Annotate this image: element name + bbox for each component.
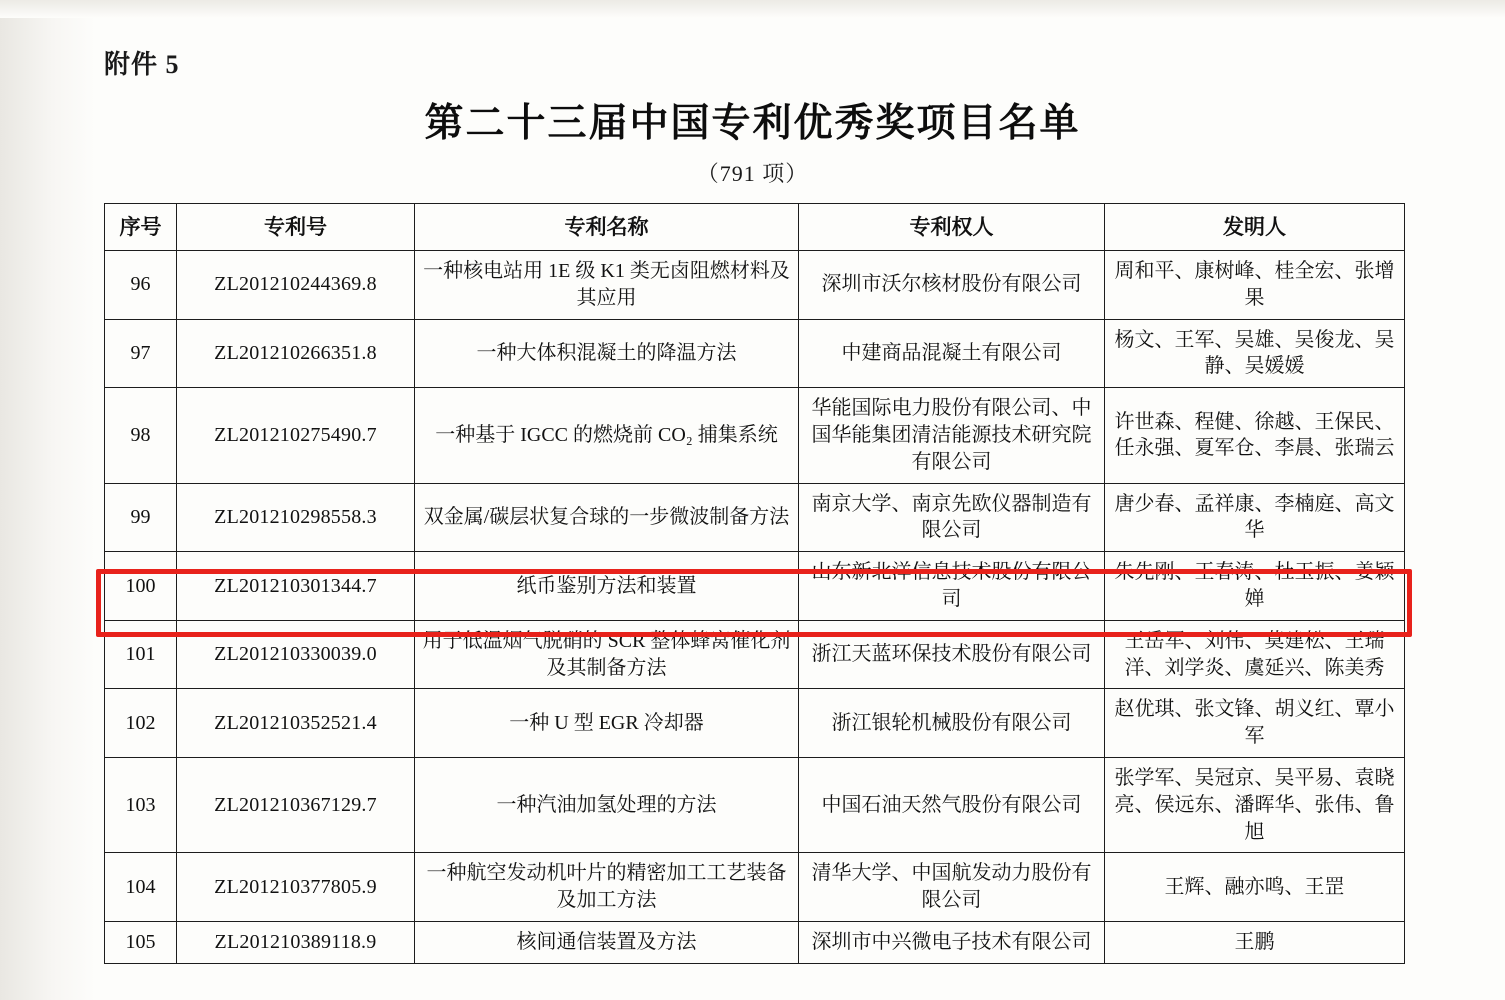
- table-row: [105, 853, 1405, 922]
- cell-inventors: 朱先刚、王春涛、杜玉振、姜颖婵: [1105, 552, 1405, 621]
- table-row: [105, 552, 1405, 621]
- column-header-patent-name: 专利名称: [415, 204, 799, 251]
- table-row: [105, 921, 1405, 963]
- attachment-label: 附件 5: [104, 50, 180, 79]
- cell-no: 101: [105, 620, 177, 689]
- cell-owner: 深圳市沃尔核材股份有限公司: [799, 251, 1105, 320]
- cell-patent-id: ZL201210367129.7: [177, 757, 415, 852]
- cell-owner: 华能国际电力股份有限公司、中国华能集团清洁能源技术研究院有限公司: [799, 388, 1105, 483]
- cell-inventors: 王鹏: [1105, 921, 1405, 963]
- cell-no: 100: [105, 552, 177, 621]
- table-row: [105, 757, 1405, 852]
- cell-no: 102: [105, 689, 177, 758]
- page-title: 第二十三届中国专利优秀奖项目名单: [424, 102, 1081, 145]
- cell-no: 99: [105, 483, 177, 552]
- cell-patent-name: 一种基于 IGCC 的燃烧前 CO₂ 捕集系统: [415, 388, 799, 483]
- cell-patent-id: ZL201210301344.7: [177, 552, 415, 621]
- cell-patent-name: 双金属/碳层状复合球的一步微波制备方法: [415, 483, 799, 552]
- page-subtitle: （791 项）: [696, 161, 809, 186]
- cell-patent-id: ZL201210275490.7: [177, 388, 415, 483]
- cell-patent-name: 一种大体积混凝土的降温方法: [415, 319, 799, 388]
- table-row: [105, 483, 1405, 552]
- table-row: [105, 251, 1405, 320]
- column-header-patent-id: 专利号: [177, 204, 415, 251]
- cell-inventors: 王岳军、刘伟、莫建松、王瑞洋、刘学炎、虞延兴、陈美秀: [1105, 620, 1405, 689]
- table-row: [105, 388, 1405, 483]
- cell-patent-name: 核间通信装置及方法: [415, 921, 799, 963]
- cell-no: 104: [105, 853, 177, 922]
- cell-inventors: 张学军、吴冠京、吴平易、袁晓亮、侯远东、潘晖华、张伟、鲁旭: [1105, 757, 1405, 852]
- cell-patent-id: ZL201210298558.3: [177, 483, 415, 552]
- cell-owner: 南京大学、南京先欧仪器制造有限公司: [799, 483, 1105, 552]
- cell-inventors: 许世森、程健、徐越、王保民、任永强、夏军仓、李晨、张瑞云: [1105, 388, 1405, 483]
- cell-owner: 浙江天蓝环保技术股份有限公司: [799, 620, 1105, 689]
- column-header-owner: 专利权人: [799, 204, 1105, 251]
- table-row: [105, 689, 1405, 758]
- cell-owner: 深圳市中兴微电子技术有限公司: [799, 921, 1105, 963]
- column-header-inventors: 发明人: [1105, 204, 1405, 251]
- patent-list-table: [104, 203, 1405, 964]
- cell-patent-id: ZL201210266351.8: [177, 319, 415, 388]
- cell-owner: 浙江银轮机械股份有限公司: [799, 689, 1105, 758]
- cell-no: 105: [105, 921, 177, 963]
- cell-owner: 中国石油天然气股份有限公司: [799, 757, 1105, 852]
- cell-patent-id: ZL201210330039.0: [177, 620, 415, 689]
- cell-owner: 中建商品混凝土有限公司: [799, 319, 1105, 388]
- table-header-row: [105, 204, 1405, 251]
- cell-inventors: 赵优琪、张文锋、胡义红、覃小军: [1105, 689, 1405, 758]
- cell-patent-name: 一种核电站用 1E 级 K1 类无卤阻燃材料及其应用: [415, 251, 799, 320]
- column-header-no: 序号: [105, 204, 177, 251]
- cell-patent-id: ZL201210352521.4: [177, 689, 415, 758]
- cell-patent-name: 一种汽油加氢处理的方法: [415, 757, 799, 852]
- cell-inventors: 唐少春、孟祥康、李楠庭、高文华: [1105, 483, 1405, 552]
- table-row-highlighted: [105, 620, 1405, 689]
- cell-inventors: 王辉、融亦鸣、王罡: [1105, 853, 1405, 922]
- cell-no: 98: [105, 388, 177, 483]
- cell-patent-name: 一种航空发动机叶片的精密加工工艺装备及加工方法: [415, 853, 799, 922]
- cell-inventors: 周和平、康树峰、桂全宏、张增果: [1105, 251, 1405, 320]
- cell-inventors: 杨文、王军、吴雄、吴俊龙、吴静、吴媛媛: [1105, 319, 1405, 388]
- patent-list-table-wrapper: [104, 203, 1404, 964]
- cell-patent-id: ZL201210244369.8: [177, 251, 415, 320]
- cell-no: 97: [105, 319, 177, 388]
- cell-owner: 山东新北洋信息技术股份有限公司: [799, 552, 1105, 621]
- cell-patent-name: 纸币鉴别方法和装置: [415, 552, 799, 621]
- cell-owner: 清华大学、中国航发动力股份有限公司: [799, 853, 1105, 922]
- cell-patent-name: 用于低温烟气脱硝的 SCR 整体蜂窝催化剂及其制备方法: [415, 620, 799, 689]
- table-body: [105, 251, 1405, 964]
- cell-no: 103: [105, 757, 177, 852]
- cell-patent-id: ZL201210389118.9: [177, 921, 415, 963]
- cell-no: 96: [105, 251, 177, 320]
- cell-patent-id: ZL201210377805.9: [177, 853, 415, 922]
- cell-patent-name: 一种 U 型 EGR 冷却器: [415, 689, 799, 758]
- table-row: [105, 319, 1405, 388]
